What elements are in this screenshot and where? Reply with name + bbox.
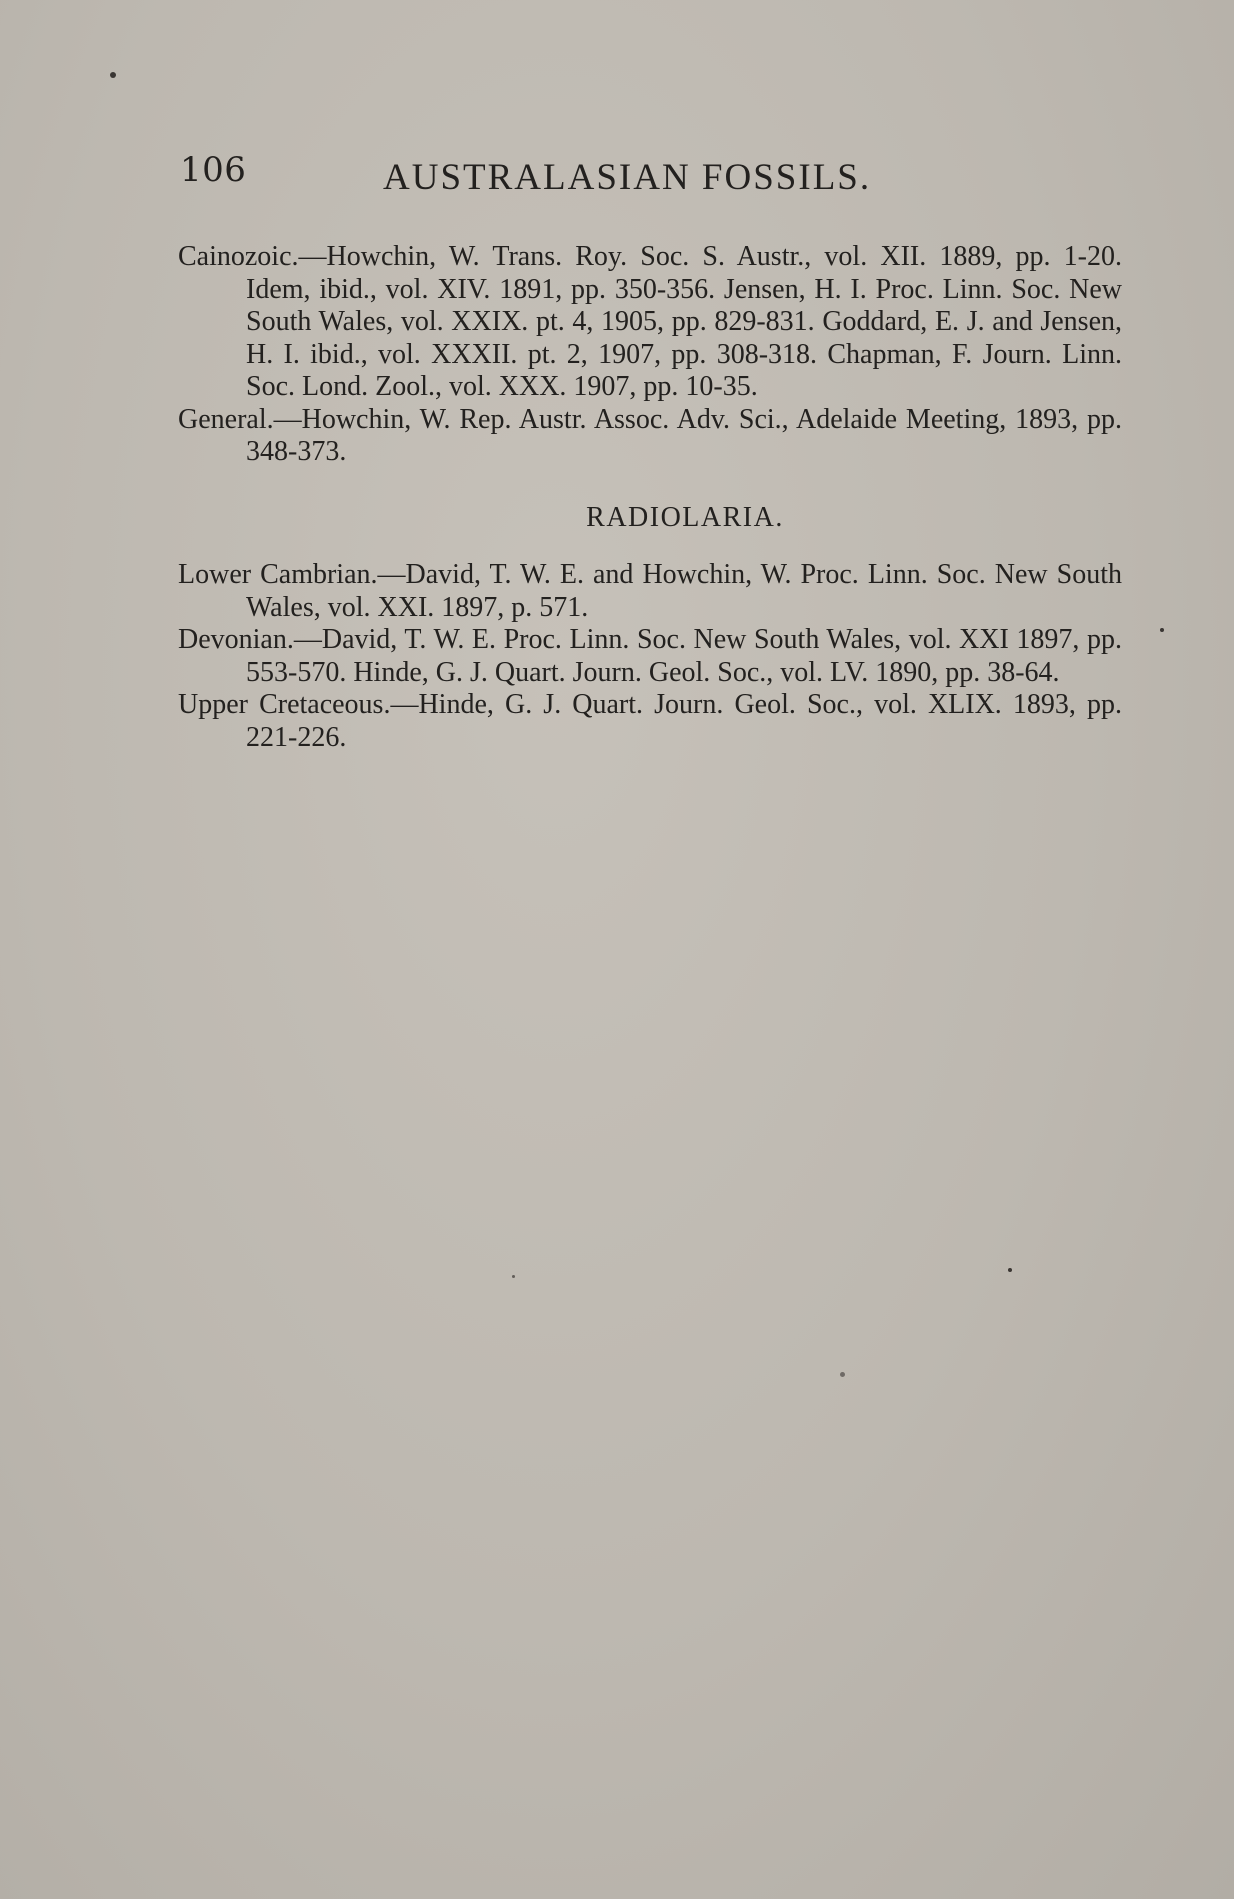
bibliography-entry: Cainozoic.—Howchin, W. Trans. Roy. Soc. S. Austr., vol. XII. 1889, pp. 1-20. Idem, ibid., vol. XIV. 1891, pp. 350-356. Jensen, H. I. Proc. Linn. Soc. New South Wales, vol. XXIX. pt. 4, 1905, pp. 829-831. Goddard, E. J. and Jensen, H. I. ibid., vol. XXXII. pt. 2, 1907, pp. 308-318. Chapman, F. Journ. Linn. Soc. Lond. Zool., vol. XXX. 1907, pp. 10-35. (178, 241, 1122, 402)
paper-speck (1160, 628, 1164, 632)
paper-speck (110, 72, 116, 78)
bibliography-entry: General.—Howchin, W. Rep. Austr. Assoc. Adv. Sci., Adelaide Meeting, 1893, pp. 348-373. (178, 403, 1122, 467)
bibliography-entry: Devonian.—David, T. W. E. Proc. Linn. Soc. New South Wales, vol. XXI 1897, pp. 553-570. Hinde, G. J. Quart. Journ. Geol. Soc., vol. LV. 1890, pp. 38-64. (178, 624, 1122, 688)
running-title: AUSTRALASIAN FOSSILS. (383, 157, 872, 198)
bibliography-body (178, 241, 1122, 754)
page-header (180, 150, 920, 200)
paper-speck (1008, 1268, 1012, 1272)
bibliography-entry: Upper Cretaceous.—Hinde, G. J. Quart. Journ. Geol. Soc., vol. XLIX. 1893, pp. 221-226. (178, 689, 1122, 753)
paper-speck (840, 1372, 845, 1377)
paper-speck (512, 1275, 515, 1278)
page-number: 106 (180, 150, 247, 190)
bibliography-entry: Lower Cambrian.—David, T. W. E. and Howchin, W. Proc. Linn. Soc. New South Wales, vol. XXI. 1897, p. 571. (178, 559, 1122, 623)
section-heading: RADIOLARIA. (586, 501, 784, 533)
